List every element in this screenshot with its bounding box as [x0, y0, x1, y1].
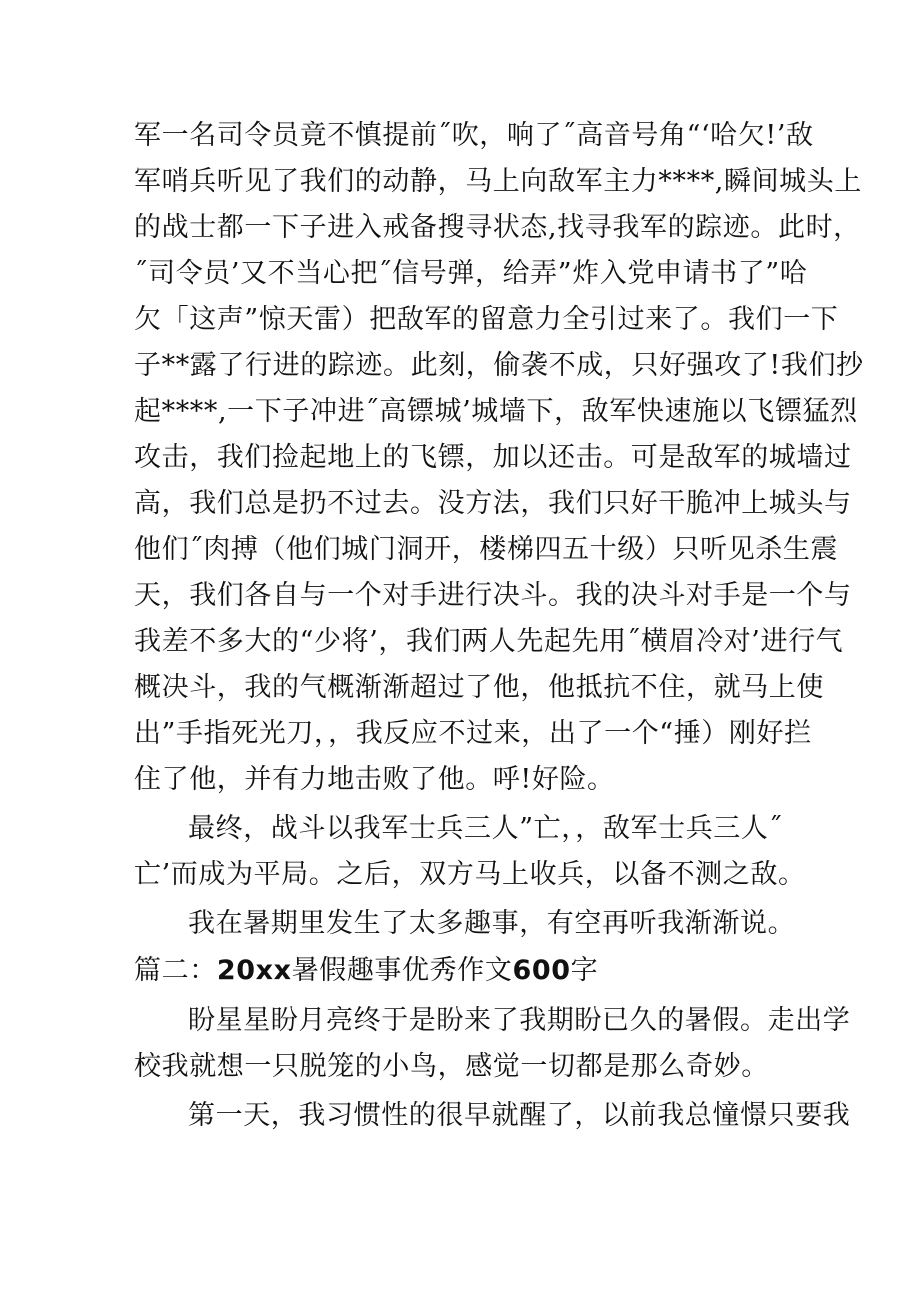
heading-suffix: 字 — [570, 955, 599, 986]
text-line: 概决斗，我的气概渐渐超过了他，他抵抗不住，就马上使 — [134, 672, 824, 703]
text-line: 军一名司令员竟不慎提前˝吹，响了˝高音号角“‘哈欠!’敌 — [134, 120, 814, 151]
text-line: 校我就想一只脱笼的小鸟，感觉一切都是那么奇妙。 — [134, 1051, 769, 1082]
text-line: 子**露了行进的踪迹。此刻，偷袭不成，只好强攻了!我们抄 — [134, 350, 864, 381]
heading-count: 600 — [512, 955, 571, 986]
heading-title: 暑假趣事优秀作文 — [291, 955, 513, 986]
text-line: 高，我们总是扔不过去。没方法，我们只好干脆冲上城头与 — [134, 488, 852, 519]
text-line: 起****,一下子冲进˝高镖城’城墙下，敌军快速施以飞镖猛烈 — [134, 396, 858, 427]
text-line: 我差不多大的“少将’，我们两人先起先用˝横眉冷对’进行气 — [134, 626, 844, 657]
text-line: 盼星星盼月亮终于是盼来了我期盼已久的暑假。走出学 — [188, 1005, 851, 1036]
text-line: 的战士都一下子进入戒备搜寻状态,找寻我军的踪迹。此时， — [134, 212, 861, 243]
text-line: 亡’而成为平局。之后，双方马上收兵，以备不测之敌。 — [134, 859, 806, 890]
text-line: 出”手指死光刀，，我反应不过来，出了一个“捶）刚好拦 — [134, 718, 812, 749]
text-line: 他们˝肉搏（他们城门洞开，楼梯四五十级）只听见杀生震 — [134, 534, 839, 565]
text-line: ˝司令员’又不当心把˝信号弹，给弄”炸入党申请书了”哈 — [134, 258, 808, 289]
text-line: 住了他，并有力地击败了他。呼!好险。 — [134, 764, 615, 795]
heading-prefix: 篇二： — [134, 955, 217, 986]
text-line: 最终，战斗以我军士兵三人”亡，，敌军士兵三人˝ — [188, 813, 783, 844]
text-line: 欠「这声”惊天雷）把敌军的留意力全引过来了。我们一下 — [134, 304, 839, 335]
text-line: 军哨兵听见了我们的动静，马上向敌军主力****,瞬间城头上 — [134, 166, 862, 197]
text-line: 第一天，我习惯性的很早就醒了，以前我总憧憬只要我 — [188, 1100, 851, 1131]
heading-year: 20xx — [216, 955, 292, 986]
section-heading — [134, 953, 794, 989]
text-line: 我在暑期里发生了太多趣事，有空再听我渐渐说。 — [188, 908, 796, 939]
text-line: 天，我们各自与一个对手进行决斗。我的决斗对手是一个与 — [134, 580, 852, 611]
text-line: 攻击，我们捡起地上的飞镖，加以还击。可是敌军的城墙过 — [134, 442, 852, 473]
